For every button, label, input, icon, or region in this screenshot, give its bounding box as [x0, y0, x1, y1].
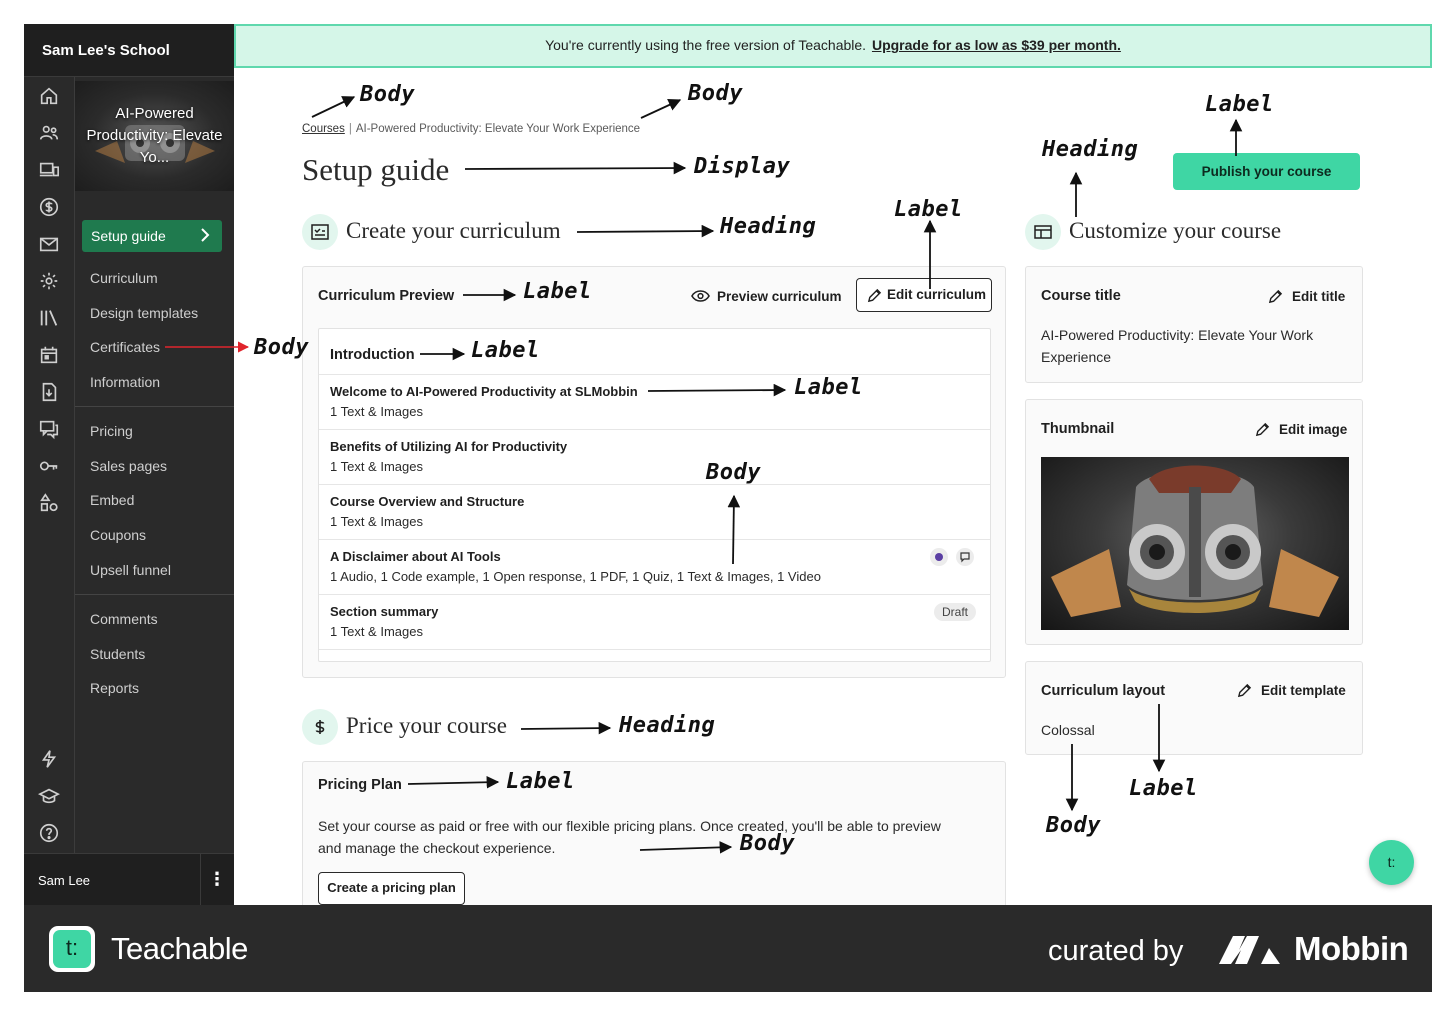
user-bar: [24, 853, 234, 905]
course-title-label: Course title: [1041, 288, 1121, 304]
pencil-icon: [1237, 683, 1252, 698]
ai-badge-icon: [930, 548, 948, 566]
lesson-title: A Disclaimer about AI Tools: [330, 549, 501, 564]
preview-curriculum-label: Preview curriculum: [717, 289, 842, 304]
annotation-body: Body: [706, 460, 761, 485]
calendar-icon[interactable]: [38, 344, 60, 366]
pencil-icon: [867, 288, 882, 303]
lesson-title: Section summary: [330, 604, 439, 619]
pencil-icon: [1268, 289, 1283, 304]
sidebar-item-embed[interactable]: Embed: [90, 492, 135, 508]
curriculum-layout-card: [1025, 661, 1363, 755]
annotation-label: Label: [894, 197, 963, 222]
curriculum-preview-card: [302, 266, 1006, 678]
curated-by-text: curated by: [1048, 935, 1184, 967]
settings-icon[interactable]: [38, 270, 60, 292]
course-thumbnail-title: AI-Powered Productivity: Elevate Yo...: [86, 105, 223, 166]
lesson-meta: 1 Text & Images: [330, 514, 423, 529]
course-thumbnail[interactable]: [75, 81, 234, 191]
annotation-display: Display: [694, 154, 791, 179]
pricing-plan-label: Pricing Plan: [318, 777, 402, 793]
edit-curriculum-label: Edit curriculum: [887, 287, 987, 302]
robot-image: [1041, 457, 1349, 630]
screenshot-frame: [24, 24, 1432, 992]
lesson-title: Course Overview and Structure: [330, 494, 525, 509]
breadcrumb: [302, 123, 640, 135]
school-name[interactable]: Sam Lee's School: [24, 24, 234, 77]
lesson-meta: 1 Text & Images: [330, 404, 423, 419]
create-pricing-plan-button[interactable]: Create a pricing plan: [318, 872, 465, 905]
annotation-body: Body: [688, 81, 743, 106]
edit-curriculum-button[interactable]: [856, 278, 992, 312]
library-icon[interactable]: [38, 307, 60, 329]
lesson-meta: 1 Text & Images: [330, 459, 423, 474]
curriculum-layout-label: Curriculum layout: [1041, 683, 1166, 699]
comment-icon: [956, 548, 974, 566]
home-icon[interactable]: [38, 85, 60, 107]
annotation-label: Label: [1129, 776, 1198, 801]
customize-heading: Customize your course: [1069, 218, 1282, 243]
thumbnail-card: [1025, 399, 1363, 645]
nav-divider: [75, 594, 234, 595]
edit-image-label: Edit image: [1279, 422, 1348, 437]
comments-icon[interactable]: [38, 418, 60, 440]
mobbin-logo-icon: [1217, 934, 1282, 966]
curriculum-heading: Create your curriculum: [346, 218, 561, 243]
sidebar-item-reports[interactable]: Reports: [90, 680, 140, 696]
pricing-plan-body: Set your course as paid or free with our flexible pricing plans. Once created, you'll be able to preview and manage the checkout experience.: [318, 818, 941, 856]
annotation-label: Label: [471, 338, 540, 363]
draft-badge: Draft: [934, 603, 976, 621]
sidebar-item-students[interactable]: Students: [90, 646, 146, 662]
sidebar-item-setup-guide[interactable]: [82, 220, 222, 252]
lesson-row[interactable]: [319, 540, 990, 595]
curriculum-icon: [302, 214, 338, 250]
pricing-icon: [302, 709, 338, 745]
sidebar-item-upsell-funnel[interactable]: Upsell funnel: [90, 562, 171, 578]
lesson-row[interactable]: [319, 485, 990, 540]
breadcrumb-separator: |: [348, 123, 352, 135]
annotation-label: Label: [523, 279, 592, 304]
thumbnail-image: [1041, 457, 1349, 630]
edit-template-label: Edit template: [1261, 683, 1346, 698]
sidebar-item-design-templates[interactable]: Design templates: [90, 305, 199, 321]
sidebar-item-sales-pages[interactable]: Sales pages: [90, 458, 168, 474]
page-title: Setup guide: [302, 152, 450, 187]
curriculum-preview-label: Curriculum Preview: [318, 288, 455, 304]
dollar-icon[interactable]: [38, 196, 60, 218]
course-title-card: [1025, 266, 1363, 383]
lesson-row[interactable]: [319, 430, 990, 485]
teachable-wordmark: Teachable: [111, 931, 248, 966]
sidebar-item-pricing[interactable]: Pricing: [90, 423, 133, 439]
chevron-right-icon: [198, 226, 212, 244]
eye-icon: [691, 288, 710, 304]
annotation-heading: Heading: [720, 214, 817, 239]
help-icon[interactable]: [38, 822, 60, 844]
course-title-value: AI-Powered Productivity: Elevate Your Work Experience: [1041, 327, 1314, 365]
annotation-body: Body: [254, 335, 309, 360]
kebab-menu-icon[interactable]: ⋮: [208, 869, 226, 889]
edit-title-label: Edit title: [1292, 289, 1346, 304]
lesson-meta: 1 Text & Images: [330, 624, 423, 639]
curriculum-layout-value: Colossal: [1041, 722, 1095, 738]
teachable-logo: [49, 926, 95, 972]
lesson-title: Benefits of Utilizing AI for Productivity: [330, 439, 568, 454]
annotation-label: Label: [1205, 92, 1274, 117]
sidebar-item-comments[interactable]: Comments: [90, 611, 158, 627]
graduation-cap-icon[interactable]: [38, 785, 60, 807]
sidebar-item-label: Setup guide: [91, 228, 166, 244]
mobbin-wordmark: Mobbin: [1294, 930, 1409, 967]
annotation-body: Body: [1046, 813, 1101, 838]
annotation-heading: Heading: [619, 713, 716, 738]
lesson-title: Welcome to AI-Powered Productivity at SLMobbin: [330, 384, 638, 399]
icon-rail: [24, 77, 75, 853]
user-bar-divider: [200, 854, 201, 906]
annotation-label: Label: [506, 769, 575, 794]
course-nav-panel: [75, 77, 234, 853]
breadcrumb-current: AI-Powered Productivity: Elevate Your Work Experience: [355, 123, 641, 135]
download-icon[interactable]: [38, 381, 60, 403]
annotation-heading: Heading: [1042, 137, 1139, 162]
lesson-list: [318, 328, 991, 662]
annotation-label: Label: [794, 375, 863, 400]
annotation-body: Body: [360, 82, 415, 107]
sidebar-item-coupons[interactable]: Coupons: [90, 527, 147, 543]
annotation-body: Body: [740, 831, 795, 856]
lesson-meta: 1 Audio, 1 Code example, 1 Open response, 1 PDF, 1 Quiz, 1 Text & Images, 1 Video: [330, 569, 821, 584]
breadcrumb-courses-link[interactable]: Courses: [302, 123, 345, 135]
upgrade-banner: [234, 24, 1432, 68]
pricing-heading: Price your course: [346, 713, 507, 738]
publish-course-button[interactable]: Publish your course: [1173, 153, 1360, 190]
users-icon[interactable]: [38, 122, 60, 144]
section-title: Introduction: [330, 347, 415, 363]
footer: [24, 905, 1432, 992]
sidebar-item-information[interactable]: Information: [90, 374, 161, 390]
nav-divider: [75, 406, 234, 407]
banner-text: You're currently using the free version of Teachable.: [545, 37, 867, 53]
lightning-icon[interactable]: [38, 748, 60, 770]
lesson-row[interactable]: [319, 375, 990, 430]
sidebar-item-curriculum[interactable]: Curriculum: [90, 270, 158, 286]
apps-icon[interactable]: [38, 492, 60, 514]
thumbnail-label: Thumbnail: [1041, 421, 1115, 437]
sidebar-item-certificates[interactable]: Certificates: [90, 339, 161, 355]
devices-icon[interactable]: [38, 159, 60, 181]
lesson-row[interactable]: [319, 595, 990, 650]
layout-icon: [1025, 214, 1061, 250]
pencil-icon: [1255, 422, 1270, 437]
chat-button[interactable]: t:: [1369, 840, 1414, 885]
upgrade-link[interactable]: Upgrade for as low as $39 per month.: [871, 37, 1121, 53]
teachable-logo-mark: t:: [53, 930, 91, 968]
key-icon[interactable]: [38, 455, 60, 477]
user-name[interactable]: Sam Lee: [38, 873, 91, 888]
mail-icon[interactable]: [38, 233, 60, 255]
section-header[interactable]: [319, 329, 990, 375]
